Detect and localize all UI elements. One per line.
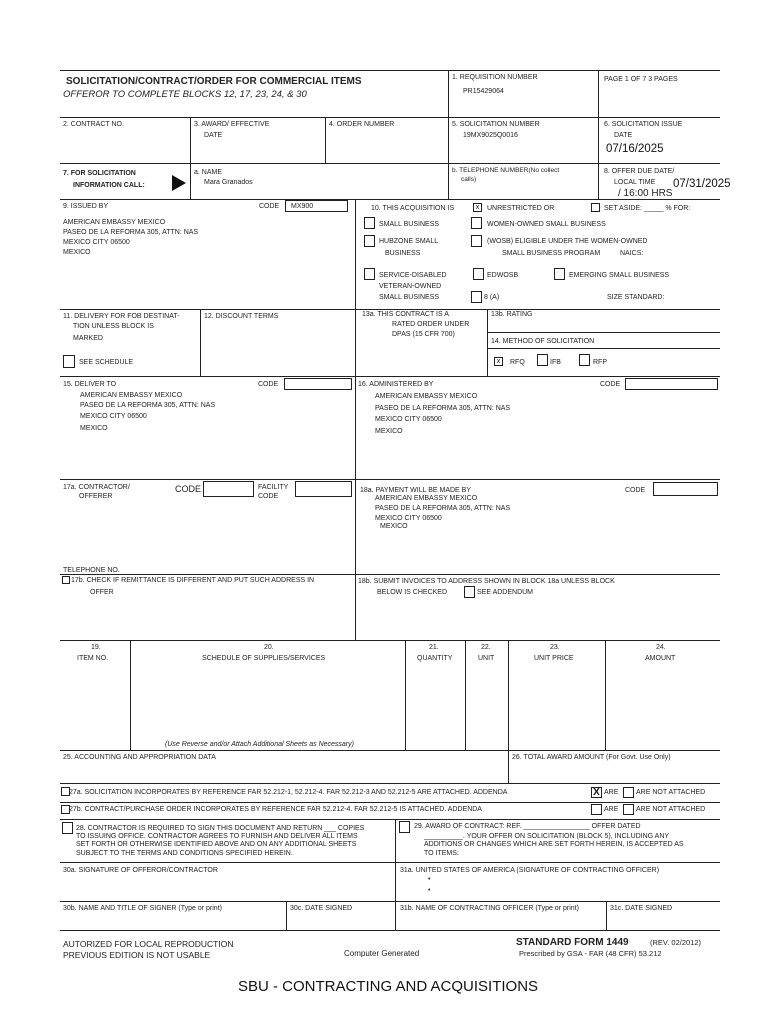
rated-order-label: 13a. THIS CONTRACT IS A	[362, 311, 449, 318]
c29-text: ADDITIONS OR CHANGES WHICH ARE SET FORTH HEREIN, IS ACCEPTED AS	[424, 841, 684, 848]
col-num: 21.	[429, 644, 439, 651]
c28-text: SET FORTH OR OTHERWISE IDENTIFIED ABOVE AND ON ANY ADDITIONAL SHEETS	[76, 841, 357, 848]
requisition-value[interactable]: PR15429064	[463, 88, 504, 95]
hubzone-label-2: BUSINESS	[385, 250, 421, 257]
offer-due-date[interactable]: 07/31/2025	[673, 178, 731, 190]
administered-line: MEXICO CITY 06500	[375, 416, 442, 423]
rule	[60, 750, 720, 751]
rule	[355, 199, 356, 640]
naics-label: NAICS:	[620, 250, 644, 257]
contractor-label: 17a. CONTRACTOR/	[63, 484, 130, 491]
rule	[598, 70, 599, 199]
award-date-sublabel: DATE	[204, 132, 223, 139]
c27b-are-not-checkbox[interactable]	[623, 804, 634, 815]
footer-rev: (REV. 02/2012)	[650, 938, 702, 947]
footer-prescribed: Prescribed by GSA - FAR (48 CFR) 53.212	[519, 949, 662, 958]
c27a-label: 27a. SOLICITATION INCORPORATES BY REFERENCE FAR 52.212-1, 52.212-4. FAR 52.212-3 AND 52.212-5 ARE ATTACHED. ADDENDA	[69, 789, 508, 796]
contract-no-label: 2. CONTRACT NO.	[63, 121, 124, 128]
rule	[60, 376, 720, 377]
deliver-to-code-label: CODE	[258, 381, 279, 388]
rule	[60, 640, 720, 641]
form-subtitle: OFFEROR TO COMPLETE BLOCKS 12, 17, 23, 24, & 30	[63, 89, 307, 100]
submit-invoices-label: 18b. SUBMIT INVOICES TO ADDRESS SHOWN IN BLOCK 18a UNLESS BLOCK	[358, 578, 615, 585]
deliver-to-line: MEXICO CITY 06500	[80, 413, 147, 420]
c27b-are-checkbox[interactable]	[591, 804, 602, 815]
ifb-checkbox[interactable]	[537, 354, 548, 366]
administered-code-label: CODE	[600, 381, 621, 388]
col-num: 22.	[481, 644, 491, 651]
contact-name-value[interactable]: Mara Granados	[204, 179, 253, 186]
deliver-to-label: 15. DELIVER TO	[63, 381, 117, 388]
rated-order-label-3: DPAS (15 CFR 700)	[392, 331, 455, 338]
local-time-label: LOCAL TIME	[614, 179, 656, 186]
officer-signature-label: 31a. UNITED STATES OF AMERICA (SIGNATURE OF CONTRACTING OFFICER)	[400, 867, 660, 874]
sdvosb-label-2: VETERAN-OWNED	[379, 283, 442, 290]
small-business-checkbox[interactable]	[364, 217, 375, 229]
footer-sbu: SBU - CONTRACTING AND ACQUISITIONS	[238, 978, 539, 995]
award-date-label: 3. AWARD/ EFFECTIVE	[194, 121, 270, 128]
col-header-schedule: SCHEDULE OF SUPPLIES/SERVICES	[202, 655, 326, 662]
wosb-eligible-label: (WOSB) ELIGIBLE UNDER THE WOMEN-OWNED	[487, 238, 648, 245]
total-award-label: 26. TOTAL AWARD AMOUNT (For Govt. Use Only)	[512, 754, 671, 761]
rfp-checkbox[interactable]	[579, 354, 590, 366]
footer-auth: AUTORIZED FOR LOCAL REPRODUCTION	[63, 939, 234, 949]
c27a-are-label: ARE	[604, 789, 619, 796]
c27a-are-not-label: ARE NOT ATTACHED	[636, 789, 706, 796]
contractor-code-box[interactable]	[203, 481, 254, 497]
issued-code-value: MX900	[291, 203, 314, 210]
rule	[405, 640, 406, 750]
facility-code-label: FACILITY	[258, 484, 289, 491]
issue-date-value[interactable]: 07/16/2025	[606, 143, 664, 155]
edwosb-eligible-checkbox[interactable]	[471, 235, 482, 247]
c28-text: TO ISSUING OFFICE. CONTRACTOR AGREES TO FURNISH AND DELIVER ALL ITEMS	[76, 833, 358, 840]
remittance-checkbox[interactable]	[62, 576, 70, 584]
delivery-label: 11. DELIVERY FOR FOB DESTINAT-	[63, 313, 180, 320]
accounting-label: 25. ACCOUNTING AND APPROPRIATION DATA	[63, 754, 216, 761]
issued-line: MEXICO	[63, 249, 91, 256]
telephone-label: b. TELEPHONE NUMBER(No collect	[452, 167, 560, 174]
c27b-are-label: ARE	[604, 806, 619, 813]
info-call-label: 7. FOR SOLICITATION	[63, 170, 136, 177]
administered-line: PASEO DE LA REFORMA 305, ATTN: NAS	[375, 405, 511, 412]
rule	[395, 819, 396, 930]
schedule-note: (Use Reverse and/or Attach Additional Sheets as Necessary)	[165, 741, 354, 748]
rule	[200, 309, 201, 376]
telephone-no-label: TELEPHONE NO.	[63, 567, 120, 574]
rule	[60, 802, 720, 803]
issue-date-sublabel: DATE	[614, 132, 633, 139]
c28-checkbox[interactable]	[62, 822, 73, 834]
signer-name-label: 30b. NAME AND TITLE OF SIGNER (Type or print)	[63, 905, 222, 912]
c28-text: SUBJECT TO THE TERMS AND CONDITIONS SPECIFIED HEREIN.	[76, 850, 293, 857]
c29-checkbox[interactable]	[399, 821, 410, 833]
edwosb-checkbox[interactable]	[473, 268, 484, 280]
contractor-code-label: CODE	[175, 484, 202, 494]
c29-text: __________. YOUR OFFER ON SOLICITATION (BLOCK 5), INCLUDING ANY	[424, 833, 670, 840]
rule	[487, 332, 720, 333]
rule	[60, 309, 720, 310]
col-header-quantity: QUANTITY	[417, 655, 453, 662]
remittance-label: 17b. CHECK IF REMITTANCE IS DIFFERENT AND PUT SUCH ADDRESS IN	[71, 577, 315, 584]
payment-line: MEXICO CITY 06500	[375, 515, 442, 522]
administered-line: MEXICO	[375, 428, 403, 435]
rfq-checkbox[interactable]: x	[494, 357, 503, 366]
rule	[60, 783, 720, 784]
ifb-label: IFB	[550, 359, 561, 366]
order-number-label: 4. ORDER NUMBER	[329, 121, 395, 128]
wosb-checkbox[interactable]	[471, 217, 482, 229]
requisition-label: 1. REQUISITION NUMBER	[452, 74, 538, 81]
method-label: 14. METHOD OF SOLICITATION	[491, 338, 595, 345]
deliver-to-line: PASEO DE LA REFORMA 305, ATTN: NAS	[80, 402, 216, 409]
rule	[60, 163, 720, 164]
payment-code-box[interactable]	[653, 482, 718, 496]
payment-line: MEXICO	[380, 523, 408, 530]
set-aside-checkbox[interactable]	[591, 203, 600, 212]
set-aside-label: SET ASIDE: _____ % FOR:	[604, 205, 691, 212]
rule	[325, 117, 326, 163]
info-call-label-2: INFORMATION CALL:	[73, 182, 145, 189]
sdvosb-label: SERVICE-DISABLED	[379, 272, 447, 279]
form-title: SOLICITATION/CONTRACT/ORDER FOR COMMERCIAL ITEMS	[66, 76, 362, 87]
see-addendum-label: SEE ADDENDUM	[477, 589, 534, 596]
rule	[60, 117, 720, 118]
solicitation-number-label: 5. SOLICITATION NUMBER	[452, 121, 540, 128]
payment-code-label: CODE	[625, 487, 646, 494]
wosb-label: WOMEN-OWNED SMALL BUSINESS	[487, 221, 606, 228]
rule	[60, 862, 720, 863]
rule	[487, 348, 720, 349]
edwosb-label: EDWOSB	[487, 272, 519, 279]
issued-code-label: CODE	[259, 203, 280, 210]
administered-label: 16. ADMINISTERED BY	[358, 381, 434, 388]
rule	[286, 901, 287, 930]
rule	[448, 70, 449, 199]
sdvosb-checkbox[interactable]	[364, 268, 375, 280]
offeror-date-signed-label: 30c. DATE SIGNED	[290, 905, 353, 912]
delivery-label-2: TION UNLESS BLOCK IS	[73, 323, 154, 330]
wosb-program-label: SMALL BUSINESS PROGRAM	[502, 250, 601, 257]
see-addendum-checkbox[interactable]	[464, 586, 475, 598]
col-header-unit: UNIT	[478, 655, 495, 662]
c29-text: TO ITEMS:	[424, 850, 459, 857]
deliver-to-line: MEXICO	[80, 425, 108, 432]
facility-code-label-2: CODE	[258, 493, 279, 500]
col-num: 19.	[91, 644, 101, 651]
deliver-to-line: AMERICAN EMBASSY MEXICO	[80, 392, 183, 399]
rated-order-label-2: RATED ORDER UNDER	[392, 321, 470, 328]
payment-label: 18a. PAYMENT WILL BE MADE BY	[360, 487, 471, 494]
discount-terms-label: 12. DISCOUNT TERMS	[204, 313, 279, 320]
rfq-label: RFQ	[510, 359, 525, 366]
rule	[508, 640, 509, 783]
solicitation-number-value[interactable]: 19MX9025Q0016	[463, 132, 518, 139]
issued-by-label: 9. ISSUED BY	[63, 203, 109, 210]
eight-a-checkbox[interactable]	[471, 291, 482, 303]
administered-code-box[interactable]	[625, 378, 718, 390]
col-num: 23.	[550, 644, 560, 651]
col-header-item-no: ITEM NO.	[77, 655, 109, 662]
issued-line: MEXICO CITY 06500	[63, 239, 130, 246]
acquisition-label: 10. THIS ACQUISITION IS	[371, 205, 455, 212]
submit-invoices-label-2: BELOW IS CHECKED	[377, 589, 448, 596]
rule	[465, 640, 466, 750]
rfp-label: RFP	[593, 359, 607, 366]
footer-computer: Computer Generated	[344, 949, 420, 958]
rule	[60, 930, 720, 931]
hubzone-label: HUBZONE SMALL	[379, 238, 439, 245]
issue-date-label: 6. SOLICITATION ISSUE	[604, 121, 683, 128]
col-num: 20.	[264, 644, 274, 651]
rating-label: 13b. RATING	[491, 311, 533, 318]
small-business-label: SMALL BUSINESS	[379, 221, 440, 228]
col-header-amount: AMOUNT	[645, 655, 676, 662]
arrow-right-icon	[172, 175, 186, 191]
offer-due-label: 8. OFFER DUE DATE/	[604, 168, 675, 175]
rule	[130, 640, 131, 750]
rule	[60, 479, 720, 480]
facility-code-box[interactable]	[295, 481, 352, 497]
rule	[605, 640, 606, 750]
unrestricted-checkbox[interactable]: x	[473, 203, 482, 212]
rule	[190, 117, 191, 199]
size-standard-label: SIZE STANDARD:	[607, 294, 665, 301]
c27a-are-checkbox[interactable]: X	[591, 787, 602, 798]
telephone-label-2: calls)	[461, 176, 477, 183]
unrestricted-label: UNRESTRICTED OR	[487, 205, 555, 212]
officer-name-label: 31b. NAME OF CONTRACTING OFFICER (Type or print)	[400, 905, 579, 912]
c27b-are-not-label: ARE NOT ATTACHED	[636, 806, 706, 813]
payment-line: AMERICAN EMBASSY MEXICO	[375, 495, 478, 502]
bullet: •	[428, 887, 431, 894]
footer-sf: STANDARD FORM 1449	[516, 937, 629, 948]
officer-date-signed-label: 31c. DATE SIGNED	[610, 905, 673, 912]
offeror-signature-label: 30a. SIGNATURE OF OFFEROR/CONTRACTOR	[63, 867, 218, 874]
c27a-are-not-checkbox[interactable]	[623, 787, 634, 798]
sdvosb-label-3: SMALL BUSINESS	[379, 294, 440, 301]
emerging-checkbox[interactable]	[554, 268, 565, 280]
deliver-to-code-box[interactable]	[284, 378, 352, 390]
c28-text: 28. CONTRACTOR IS REQUIRED TO SIGN THIS DOCUMENT AND RETURN ___ COPIES	[76, 825, 365, 832]
rule	[60, 901, 720, 902]
contractor-label-2: OFFERER	[79, 493, 113, 500]
c27b-label: 27b. CONTRACT/PURCHASE ORDER INCORPORATES BY REFERENCE FAR 52.212-4. FAR 52.212-5 IS ATTACHED. ADDENDA	[69, 806, 482, 813]
contact-name-label: a. NAME	[194, 169, 223, 176]
administered-line: AMERICAN EMBASSY MEXICO	[375, 393, 478, 400]
hubzone-checkbox[interactable]	[364, 235, 375, 247]
rule	[487, 309, 488, 376]
rule	[606, 901, 607, 930]
remittance-label-2: OFFER	[90, 589, 114, 596]
payment-line: PASEO DE LA REFORMA 305, ATTN: NAS	[375, 505, 511, 512]
page-count: PAGE 1 OF 7 3 PAGES	[604, 76, 678, 83]
footer-prev: PREVIOUS EDITION IS NOT USABLE	[63, 950, 211, 960]
col-header-unit-price: UNIT PRICE	[534, 655, 574, 662]
col-num: 24.	[656, 644, 666, 651]
bullet: •	[428, 876, 431, 883]
issued-line: AMERICAN EMBASSY MEXICO	[63, 219, 166, 226]
see-schedule-checkbox[interactable]	[63, 355, 75, 368]
c29-text: 29. AWARD OF CONTRACT: REF. _________________ OFFER DATED	[414, 823, 641, 830]
offer-due-time[interactable]: / 16:00 HRS	[618, 188, 673, 199]
rule	[60, 574, 720, 575]
delivery-label-3: MARKED	[73, 335, 103, 342]
emerging-label: EMERGING SMALL BUSINESS	[569, 272, 670, 279]
rule	[60, 70, 720, 71]
see-schedule-label: SEE SCHEDULE	[79, 359, 134, 366]
issued-line: PASEO DE LA REFORMA 305, ATTN: NAS	[63, 229, 199, 236]
rule	[60, 819, 720, 820]
rule	[60, 199, 720, 200]
eight-a-label: 8 (A)	[484, 294, 500, 301]
